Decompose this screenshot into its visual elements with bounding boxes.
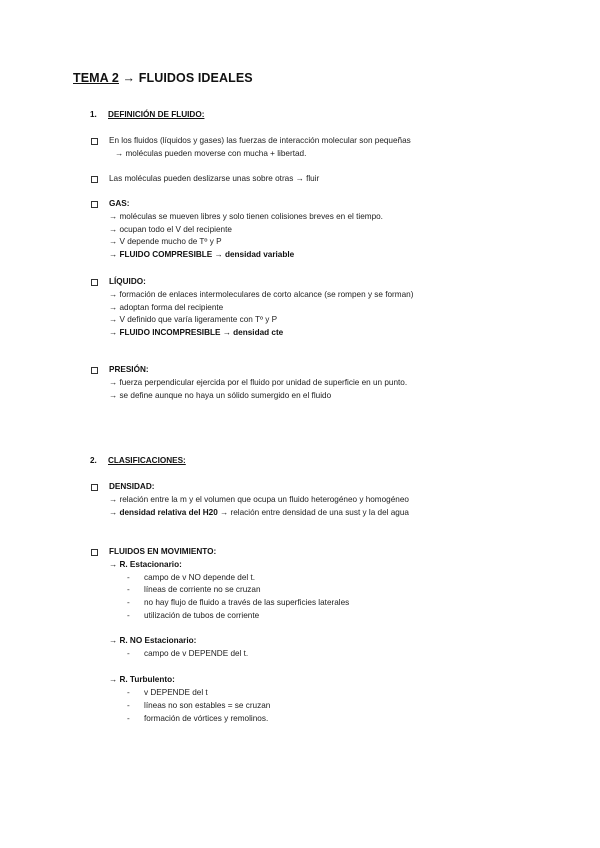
relative-density-line: → densidad relativa del H20 → relación entre densidad de una sust y la del agua — [109, 507, 409, 517]
list-item: - líneas no son estables = se cruzan — [127, 700, 271, 710]
list-item: - utilización de tubos de corriente — [127, 610, 260, 620]
page-title: TEMA 2 → FLUIDOS IDEALES — [73, 71, 253, 85]
bullet-presion: PRESIÓN: → fuerza perpendicular ejercida por el fluido por unidad de superficie en un punto. → se define aunque no haya un sólido sumergido en el fluido — [91, 364, 407, 402]
bullet-molecules-slide: Las moléculas pueden deslizarse unas sobre otras → fluir — [91, 173, 319, 186]
list-item: - v DEPENDE del t — [127, 688, 208, 698]
bullet-fluid-forces: En los fluidos (líquidos y gases) las fuerzas de interacción molecular son pequeñas → moléculas pueden moverse con mucha + libertad. — [91, 135, 411, 161]
section-heading-1: 1. DEFINICIÓN DE FLUIDO: — [90, 110, 205, 119]
bullet-densidad: DENSIDAD: → relación entre la m y el volumen que ocupa un fluido heterogéneo y homogéneo → densidad relativa del H20 → relación entre densidad de una sust y la del agua — [91, 481, 409, 519]
list-item: - no hay flujo de fluido a través de las superficies laterales — [127, 598, 350, 608]
section-heading-2: 2. CLASIFICACIONES: — [90, 456, 186, 465]
list-item: - campo de v NO depende del t. — [127, 572, 256, 582]
bullet-fluidos-movimiento: FLUIDOS EN MOVIMIENTO: → R. Estacionario: - campo de v NO depende del t. - líneas de corriente no se cruzan - no hay flujo de fluido a través de las superficies laterales - utilización de tubos de corriente → R. NO Estacionario: - campo de v DEPENDE del t. → R. Turbulento: - v DEPENDE del t - líneas no son estables = se cruzan - formación de vórtices y remolinos. — [91, 546, 349, 726]
list-item: - campo de v DEPENDE del t. — [127, 648, 249, 658]
bullet-gas: GAS: → moléculas se mueven libres y solo tienen colisiones breves en el tiempo. → ocupan todo el V del recipiente → V depende mucho de Tº y P → FLUIDO COMPRESIBLE → densidad variable — [91, 198, 383, 262]
list-item: - líneas de corriente no se cruzan — [127, 585, 261, 595]
list-item: - formación de vórtices y remolinos. — [127, 713, 269, 723]
bullet-liquido: LÍQUIDO: → formación de enlaces intermoleculares de corto alcance (se rompen y se forman) → adoptan forma del recipiente → V definido que varía ligeramente con Tº y P → FLUIDO INCOMPRESIBLE → densidad cte — [91, 276, 413, 340]
